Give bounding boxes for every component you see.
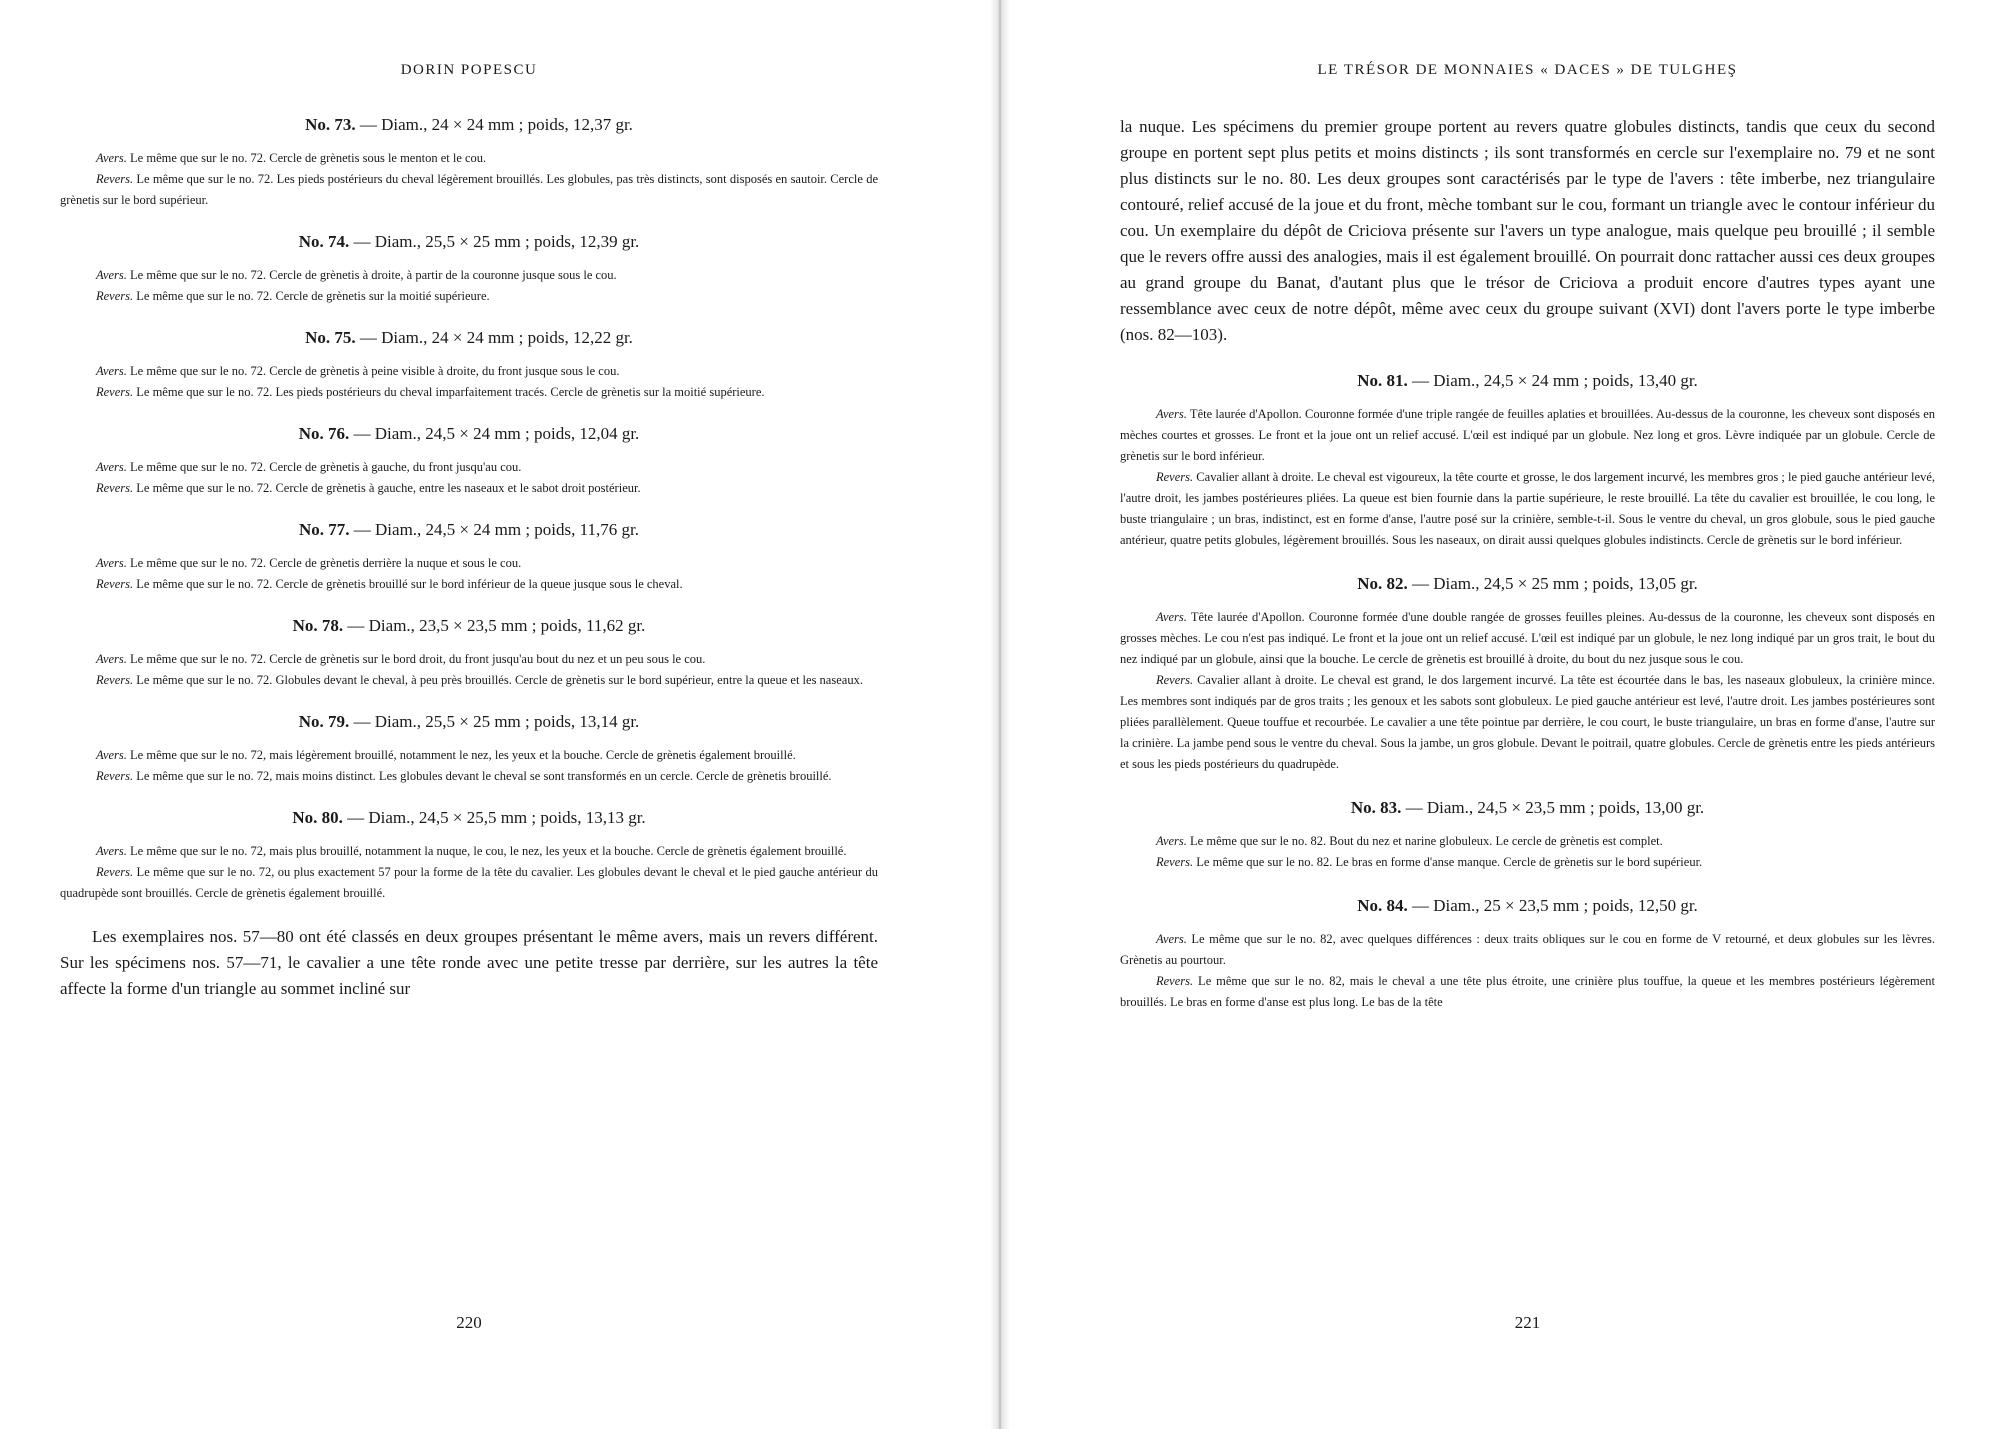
avers-description xyxy=(60,148,878,169)
coin-entry-78 xyxy=(60,615,878,691)
avers-label: Avers. xyxy=(96,652,127,666)
entry-number: No. 77. xyxy=(299,520,350,539)
left-page xyxy=(60,0,878,1429)
entry-measurements: — Diam., 25 × 23,5 mm ; poids, 12,50 gr. xyxy=(1407,896,1698,915)
revers-label: Revers. xyxy=(1156,855,1194,869)
revers-description xyxy=(60,169,878,211)
avers-description xyxy=(1120,831,1935,852)
avers-text: Le même que sur le no. 72. Cercle de grènetis derrière la nuque et sous le cou. xyxy=(126,556,522,570)
entry-measurements: — Diam., 25,5 × 25 mm ; poids, 13,14 gr. xyxy=(349,712,640,731)
entry-heading xyxy=(60,114,878,136)
entry-number: No. 84. xyxy=(1357,896,1408,915)
avers-label: Avers. xyxy=(1156,407,1187,421)
avers-text: Le même que sur le no. 72. Cercle de grènetis à gauche, du front jusqu'au cou. xyxy=(126,460,522,474)
entry-number: No. 79. xyxy=(298,712,350,731)
revers-text: Le même que sur le no. 82, mais le cheval a une tête plus étroite, une crinière plus touffue, la queue et les membres postérieurs légèrement brouillés. Le bras en forme d'anse est plus long. Le bas de la tête xyxy=(1120,974,1935,1009)
coin-entry-83 xyxy=(1120,797,1935,873)
entry-measurements: — Diam., 25,5 × 25 mm ; poids, 12,39 gr. xyxy=(349,232,640,251)
revers-label: Revers. xyxy=(1156,470,1194,484)
revers-description xyxy=(60,574,878,595)
entry-heading xyxy=(60,519,878,541)
entry-heading xyxy=(60,711,878,733)
right-page xyxy=(1120,0,1935,1429)
entry-number: No. 80. xyxy=(292,808,343,827)
avers-text: Le même que sur le no. 82. Bout du nez et narine globuleux. Le cercle de grènetis est complet. xyxy=(1186,834,1663,848)
revers-text: Le même que sur le no. 72. Cercle de grènetis brouillé sur le bord inférieur de la queue jusque sous le cheval. xyxy=(133,577,683,591)
entry-number: No. 74. xyxy=(298,232,350,251)
entry-measurements: — Diam., 24,5 × 25 mm ; poids, 13,05 gr. xyxy=(1407,574,1698,593)
avers-description xyxy=(60,457,878,478)
entry-number: No. 76. xyxy=(298,424,350,443)
avers-description xyxy=(60,361,878,382)
avers-text: Tête laurée d'Apollon. Couronne formée d'une triple rangée de feuilles aplaties et brouillées. Au-dessus de la couronne, les cheveux sont disposés en mèches courtes et grosses. Le front et la joue ont un relief accusé. L'œil est indiqué par un globule. Nez long et gros. Lèvre indiquée par un globule. Cercle de grènetis sur le bord inférieur. xyxy=(1120,407,1935,463)
revers-label: Revers. xyxy=(96,481,134,495)
entry-number: No. 83. xyxy=(1350,798,1402,817)
revers-description xyxy=(60,670,878,691)
revers-label: Revers. xyxy=(96,385,134,399)
revers-label: Revers. xyxy=(96,769,134,783)
entry-heading xyxy=(1120,573,1935,595)
revers-text: Le même que sur le no. 72. Cercle de grènetis sur la moitié supérieure. xyxy=(133,289,490,303)
avers-description xyxy=(60,553,878,574)
left-page-number: 220 xyxy=(456,1313,482,1332)
avers-label: Avers. xyxy=(96,151,127,165)
avers-label: Avers. xyxy=(96,844,127,858)
avers-label: Avers. xyxy=(96,460,127,474)
revers-label: Revers. xyxy=(1156,673,1194,687)
entry-heading xyxy=(60,327,878,349)
avers-text: Le même que sur le no. 72. Cercle de grènetis sous le menton et le cou. xyxy=(126,151,487,165)
revers-text: Le même que sur le no. 72, mais moins distinct. Les globules devant le cheval se sont transformés en un cercle. Cercle de grènetis brouillé. xyxy=(133,769,832,783)
revers-description xyxy=(60,862,878,904)
avers-description xyxy=(60,649,878,670)
revers-text: Le même que sur le no. 72. Cercle de grènetis à gauche, entre les naseaux et le sabot droit postérieur. xyxy=(133,481,641,495)
right-running-head: LE TRÉSOR DE MONNAIES « DACES » DE TULGHEŞ xyxy=(1317,62,1738,78)
coin-entry-74 xyxy=(60,231,878,307)
entry-heading xyxy=(1120,370,1935,392)
coin-entry-77 xyxy=(60,519,878,595)
coin-entry-73 xyxy=(60,114,878,211)
revers-label: Revers. xyxy=(96,172,134,186)
avers-text: Le même que sur le no. 72, mais plus brouillé, notamment la nuque, le cou, le nez, les yeux et la bouche. Cercle de grènetis également brouillé. xyxy=(126,844,847,858)
avers-label: Avers. xyxy=(1156,932,1187,946)
left-page-body xyxy=(60,114,878,1002)
avers-text: Le même que sur le no. 72. Cercle de grènetis à peine visible à droite, du front jusque sous le cou. xyxy=(126,364,620,378)
right-page-number: 221 xyxy=(1514,1313,1541,1332)
revers-description xyxy=(60,478,878,499)
revers-label: Revers. xyxy=(1156,974,1194,988)
avers-label: Avers. xyxy=(96,748,127,762)
coin-entry-76 xyxy=(60,423,878,499)
revers-label: Revers. xyxy=(96,577,134,591)
coin-entry-75 xyxy=(60,327,878,403)
revers-description xyxy=(60,286,878,307)
avers-description xyxy=(1120,929,1935,971)
entry-heading xyxy=(60,807,878,829)
avers-text: Le même que sur le no. 72. Cercle de grènetis sur le bord droit, du front jusqu'au bout du nez et un peu sous le cou. xyxy=(126,652,706,666)
coin-entry-79 xyxy=(60,711,878,787)
entry-measurements: — Diam., 24,5 × 23,5 mm ; poids, 13,00 gr. xyxy=(1401,798,1705,817)
avers-description xyxy=(60,841,878,862)
entry-heading xyxy=(1120,797,1935,819)
entry-number: No. 75. xyxy=(305,328,356,347)
avers-description xyxy=(60,745,878,766)
revers-text: Le même que sur le no. 72. Les pieds postérieurs du cheval imparfaitement tracés. Cercle de grènetis sur la moitié supérieure. xyxy=(133,385,765,399)
avers-label: Avers. xyxy=(1156,610,1187,624)
revers-text: Cavalier allant à droite. Le cheval est grand, le dos largement incurvé. La tête est écourtée dans le bas, les naseaux globuleux, la crinière mince. Les membres sont indiqués par de gros traits ; les genoux et les sabots sont globuleux. Le pied gauche antérieur est levé, l'autre droit. Les jambes postérieures sont pliées parallèlement. Queue touffue et recourbée. Le cavalier a une tête pointue par derrière, le cou court, le buste triangulaire, un bras en forme d'anse, l'autre sur la crinière. La jambe pend sous le ventre du cheval. Sous la jambe, un gros globule. Devant le poitrail, quatre globules. Cercle de grènetis entre les pieds antérieurs et sous les pieds postérieurs du quadrupède. xyxy=(1120,673,1935,771)
revers-description xyxy=(1120,971,1935,1013)
revers-text: Le même que sur le no. 72, ou plus exactement 57 pour la forme de la tête du cavalier. Les globules devant le cheval et le pied gauche antérieur du quadrupède sont brouillés. Cercle de grènetis également brouillé. xyxy=(60,865,878,900)
closing-paragraph: Les exemplaires nos. 57—80 ont été classés en deux groupes présentant le même avers, mais un revers différent. Sur les spécimens nos. 57—71, le cavalier a une tête ronde avec une petite tresse par derrière, sur les autres la tête affecte la forme d'un triangle au sommet incliné sur xyxy=(60,927,878,998)
revers-label: Revers. xyxy=(96,289,134,303)
revers-label: Revers. xyxy=(96,865,134,879)
avers-text: Le même que sur le no. 72. Cercle de grènetis à droite, à partir de la couronne jusque sous le cou. xyxy=(126,268,617,282)
entry-number: No. 81. xyxy=(1357,371,1408,390)
avers-label: Avers. xyxy=(1156,834,1187,848)
revers-label: Revers. xyxy=(96,673,134,687)
avers-description xyxy=(1120,404,1935,467)
revers-description xyxy=(1120,852,1935,873)
entry-number: No. 73. xyxy=(305,115,356,134)
entry-measurements: — Diam., 24,5 × 24 mm ; poids, 12,04 gr. xyxy=(349,424,640,443)
entry-measurements: — Diam., 23,5 × 23,5 mm ; poids, 11,62 gr. xyxy=(343,616,646,635)
revers-text: Le même que sur le no. 72. Globules devant le cheval, à peu près brouillés. Cercle de grènetis sur le bord supérieur, entre la queue et les naseaux. xyxy=(133,673,863,687)
entry-measurements: — Diam., 24,5 × 24 mm ; poids, 13,40 gr. xyxy=(1407,371,1698,390)
entry-heading xyxy=(60,231,878,253)
entry-number: No. 82. xyxy=(1357,574,1408,593)
entry-measurements: — Diam., 24,5 × 25,5 mm ; poids, 13,13 gr. xyxy=(342,808,646,827)
avers-label: Avers. xyxy=(96,556,127,570)
avers-description xyxy=(60,265,878,286)
avers-text: Le même que sur le no. 82, avec quelques différences : deux traits obliques sur le cou en forme de V retourné, et deux globules sur les lèvres. Grènetis au pourtour. xyxy=(1120,932,1935,967)
entry-heading xyxy=(60,423,878,445)
coin-entry-81 xyxy=(1120,370,1935,551)
avers-label: Avers. xyxy=(96,364,127,378)
avers-description xyxy=(1120,607,1935,670)
revers-text: Le même que sur le no. 72. Les pieds postérieurs du cheval légèrement brouillés. Les globules, pas très distincts, sont disposés en sautoir. Cercle de grènetis sur le bord supérieur. xyxy=(60,172,878,207)
right-page-body xyxy=(1120,114,1935,1035)
revers-description xyxy=(60,766,878,787)
entry-measurements: — Diam., 24 × 24 mm ; poids, 12,22 gr. xyxy=(355,328,633,347)
revers-text: Le même que sur le no. 82. Le bras en forme d'anse manque. Cercle de grènetis sur le bord supérieur. xyxy=(1193,855,1703,869)
avers-label: Avers. xyxy=(96,268,127,282)
avers-text: Le même que sur le no. 72, mais légèrement brouillé, notamment le nez, les yeux et la bouche. Cercle de grènetis également brouillé. xyxy=(126,748,796,762)
opening-paragraph: la nuque. Les spécimens du premier groupe portent au revers quatre globules distincts, tandis que ceux du second groupe en portent sept plus petits et moins distincts ; ils sont transformés en cercle sur l'exemplaire no. 79 et ne sont plus distincts sur le no. 80. Les deux groupes sont caractérisés par le type de l'avers : tête imberbe, nez triangulaire contouré, relief accusé de la joue et du front, mèche tombant sur le cou, formant un triangle avec le contour inférieur du cou. Un exemplaire du dépôt de Criciova présente sur l'avers un type analogue, mais quelque peu brouillé ; il semble que le revers offre aussi des analogies, mais il est également brouillé. On pourrait donc rattacher aussi ces deux groupes au grand groupe du Banat, d'autant plus que le trésor de Criciova a produit encore d'autres types ayant une ressemblance avec ceux de notre dépôt, même avec ceux du groupe suivant (XVI) dont l'avers porte le type imberbe (nos. 82—103). xyxy=(1120,117,1935,344)
entry-measurements: — Diam., 24 × 24 mm ; poids, 12,37 gr. xyxy=(355,115,633,134)
page-gutter xyxy=(990,0,1010,1429)
revers-text: Cavalier allant à droite. Le cheval est vigoureux, la tête courte et grosse, le dos largement incurvé, les membres gros ; le pied gauche antérieur levé, l'autre droit, les jambes postérieures pliées. La queue est bien fournie dans la partie supérieure, le reste brouillé. La tête du cavalier est brouillée, le cou long, le buste triangulaire ; un bras, indistinct, est en forme d'anse, l'autre posé sur la crinière, semble-t-il. Sous le ventre du cheval, un gros globule, sous le pied gauche antérieur, quatre petits globules, légèrement brouillés. Sous les naseaux, on dirait aussi quelques globules indistincts. Cercle de grènetis sur le bord inférieur. xyxy=(1120,470,1935,547)
avers-text: Tête laurée d'Apollon. Couronne formée d'une double rangée de grosses feuilles pleines. Au-dessus de la couronne, les cheveux sont disposés en grosses mèches. Le cou n'est pas indiqué. Le front et la joue ont un relief accusé. L'œil est indiqué par un globule, le nez long indiqué par un gros trait, le bout du nez indiqué par un globule, ainsi que la bouche. Le cercle de grènetis est brouillé à droite, du bout du nez jusque sous le cou. xyxy=(1120,610,1935,666)
revers-description xyxy=(1120,467,1935,551)
entry-number: No. 78. xyxy=(292,616,344,635)
coin-entry-84 xyxy=(1120,895,1935,1013)
coin-entry-82 xyxy=(1120,573,1935,775)
entry-heading xyxy=(1120,895,1935,917)
coin-entry-80 xyxy=(60,807,878,904)
left-running-head: DORIN POPESCU xyxy=(400,62,538,78)
revers-description xyxy=(1120,670,1935,775)
revers-description xyxy=(60,382,878,403)
entry-heading xyxy=(60,615,878,637)
entry-measurements: — Diam., 24,5 × 24 mm ; poids, 11,76 gr. xyxy=(349,520,639,539)
